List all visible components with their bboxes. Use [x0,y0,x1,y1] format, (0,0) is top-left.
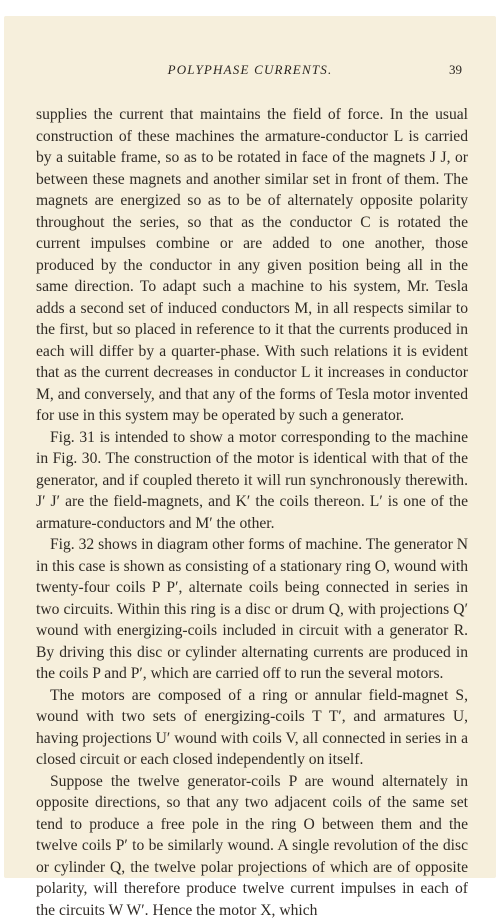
page-header [4,62,496,82]
book-page [4,16,496,878]
page-number: 39 [449,62,462,78]
paragraph-generator-coils: Suppose the twelve generator-coils P are wound alternately in opposite directions, so that any two adjacent coils of the same set tend to produce a free pole in the ring O between them and the twelve coils P′ to be similarly wound. A single revolution of the disc or cylinder Q, the twelve polar projections of which are of opposite polarity, will therefore produce twelve current impulses in each of the circuits W W′. Hence the motor X, which [36,771,468,921]
paragraph-fig-32: Fig. 32 shows in diagram other forms of machine. The generator N in this case is shown as consisting of a stationary ring O, wound with twenty-four coils P P′, alternate coils being connected in series in two circuits. Within this ring is a disc or drum Q, with projections Q′ wound with energizing-coils included in circuit with a generator R. By driving this disc or cylinder alternating currents are produced in the coils P and P′, which are carried off to run the several motors. [36,534,468,685]
paragraph-motors: The motors are composed of a ring or annular field-magnet S, wound with two sets of energizing-coils T T′, and armatures U, having projections U′ wound with coils V, all connected in series in a closed circuit or each closed independently on itself. [36,685,468,771]
body-text [36,104,468,921]
paragraph-continuation: supplies the current that maintains the field of force. In the usual construction of these machines the armature-conductor L is carried by a suitable frame, so as to be rotated in face of the magnets J J, or between these magnets and another similar set in front of them. The magnets are energized so as to be of alternately opposite polarity throughout the series, so that as the conductor C is rotated the current impulses combine or are added to one another, those produced by the conductor in any given position being all in the same direction. To adapt such a machine to his system, Mr. Tesla adds a second set of induced conductors M, in all respects similar to the first, but so placed in reference to it that the currents produced in each will differ by a quarter-phase. With such relations it is evident that as the current decreases in conductor L it increases in conductor M, and conversely, and that any of the forms of Tesla motor invented for use in this system may be operated by such a generator. [36,104,468,427]
paragraph-fig-31: Fig. 31 is intended to show a motor corresponding to the machine in Fig. 30. The construction of the motor is identical with that of the generator, and if coupled thereto it will run synchronously therewith. J′ J′ are the field-magnets, and K′ the coils thereon. L′ is one of the armature-conductors and M′ the other. [36,427,468,535]
running-head: POLYPHASE CURRENTS. [4,62,496,78]
